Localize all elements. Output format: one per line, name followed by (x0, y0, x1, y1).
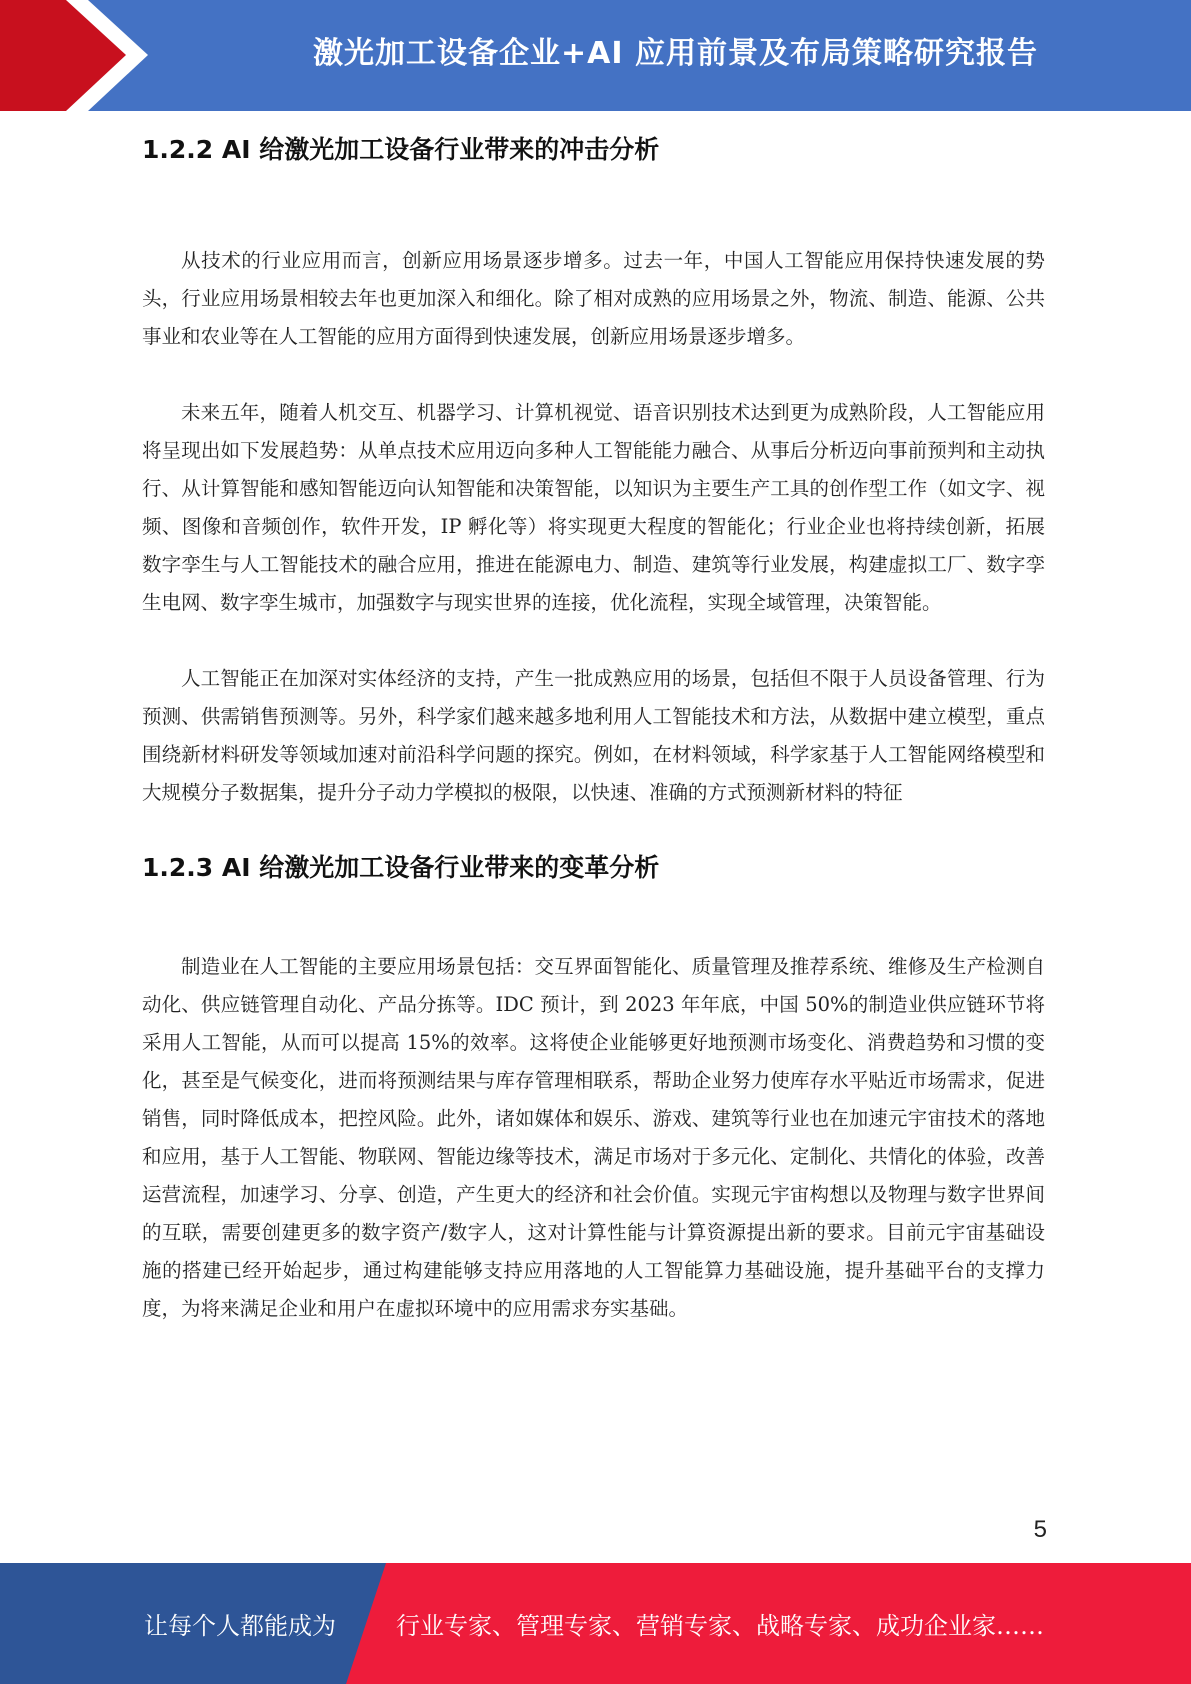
page-content (142, 128, 1045, 1328)
paragraph: 从技术的行业应用而言，创新应用场景逐步增多。过去一年，中国人工智能应用保持快速发展的势头，行业应用场景相较去年也更加深入和细化。除了相对成熟的应用场景之外，物流、制造、能源、公共事业和农业等在人工智能的应用方面得到快速发展，创新应用场景逐步增多。 (142, 249, 1045, 348)
section-heading-1-2-2: 1.2.2 AI 给激光加工设备行业带来的冲击分析 (142, 135, 660, 164)
page-number: 5 (1033, 1516, 1047, 1543)
footer-banner (0, 1563, 1191, 1684)
paragraph: 制造业在人工智能的主要应用场景包括：交互界面智能化、质量管理及推荐系统、维修及生产检测自动化、供应链管理自动化、产品分拣等。IDC 预计，到 2023 年年底，中国 50%的制造业供应链环节将采用人工智能，从而可以提高 15%的效率。这将使企业能够更好地预测市场变化、消费趋势和习惯的变化，甚至是气候变化，进而将预测结果与库存管理相联系，帮助企业努力使库存水平贴近市场需求，促进销售，同时降低成本，把控风险。此外，诸如媒体和娱乐、游戏、建筑等行业也在加速元宇宙技术的落地和应用，基于人工智能、物联网、智能边缘等技术，满足市场对于多元化、定制化、共情化的体验，改善运营流程，加速学习、分享、创造，产生更大的经济和社会价值。实现元宇宙构想以及物理与数字世界间的互联，需要创建更多的数字资产/数字人，这对计算性能与计算资源提出新的要求。目前元宇宙基础设施的搭建已经开始起步，通过构建能够支持应用落地的人工智能算力基础设施，提升基础平台的支撑力度，为将来满足企业和用户在虚拟环境中的应用需求夯实基础。 (142, 955, 1045, 1320)
report-title: 激光加工设备企业+AI 应用前景及布局策略研究报告 (313, 36, 1038, 71)
header-arrow-decoration (0, 0, 160, 111)
paragraph: 人工智能正在加深对实体经济的支持，产生一批成熟应用的场景，包括但不限于人员设备管理、行为预测、供需销售预测等。另外，科学家们越来越多地利用人工智能技术和方法，从数据中建立模型，重点围绕新材料研发等领域加速对前沿科学问题的探究。例如，在材料领域，科学家基于人工智能网络模型和大规模分子数据集，提升分子动力学模拟的极限，以快速、准确的方式预测新材料的特征 (142, 667, 1045, 804)
header-banner (0, 0, 1191, 111)
section-heading-1-2-3: 1.2.3 AI 给激光加工设备行业带来的变革分析 (142, 853, 660, 882)
footer-slogan-right: 行业专家、管理专家、营销专家、战略专家、成功企业家…… (396, 1612, 1044, 1640)
footer-slogan-left: 让每个人都能成为 (144, 1612, 336, 1640)
paragraph: 未来五年，随着人机交互、机器学习、计算机视觉、语音识别技术达到更为成熟阶段，人工智能应用将呈现出如下发展趋势：从单点技术应用迈向多种人工智能能力融合、从事后分析迈向事前预判和主动执行、从计算智能和感知智能迈向认知智能和决策智能，以知识为主要生产工具的创作型工作（如文字、视频、图像和音频创作，软件开发，IP 孵化等）将实现更大程度的智能化；行业企业也将持续创新，拓展数字孪生与人工智能技术的融合应用，推进在能源电力、制造、建筑等行业发展，构建虚拟工厂、数字孪生电网、数字孪生城市，加强数字与现实世界的连接，优化流程，实现全域管理，决策智能。 (142, 401, 1045, 614)
